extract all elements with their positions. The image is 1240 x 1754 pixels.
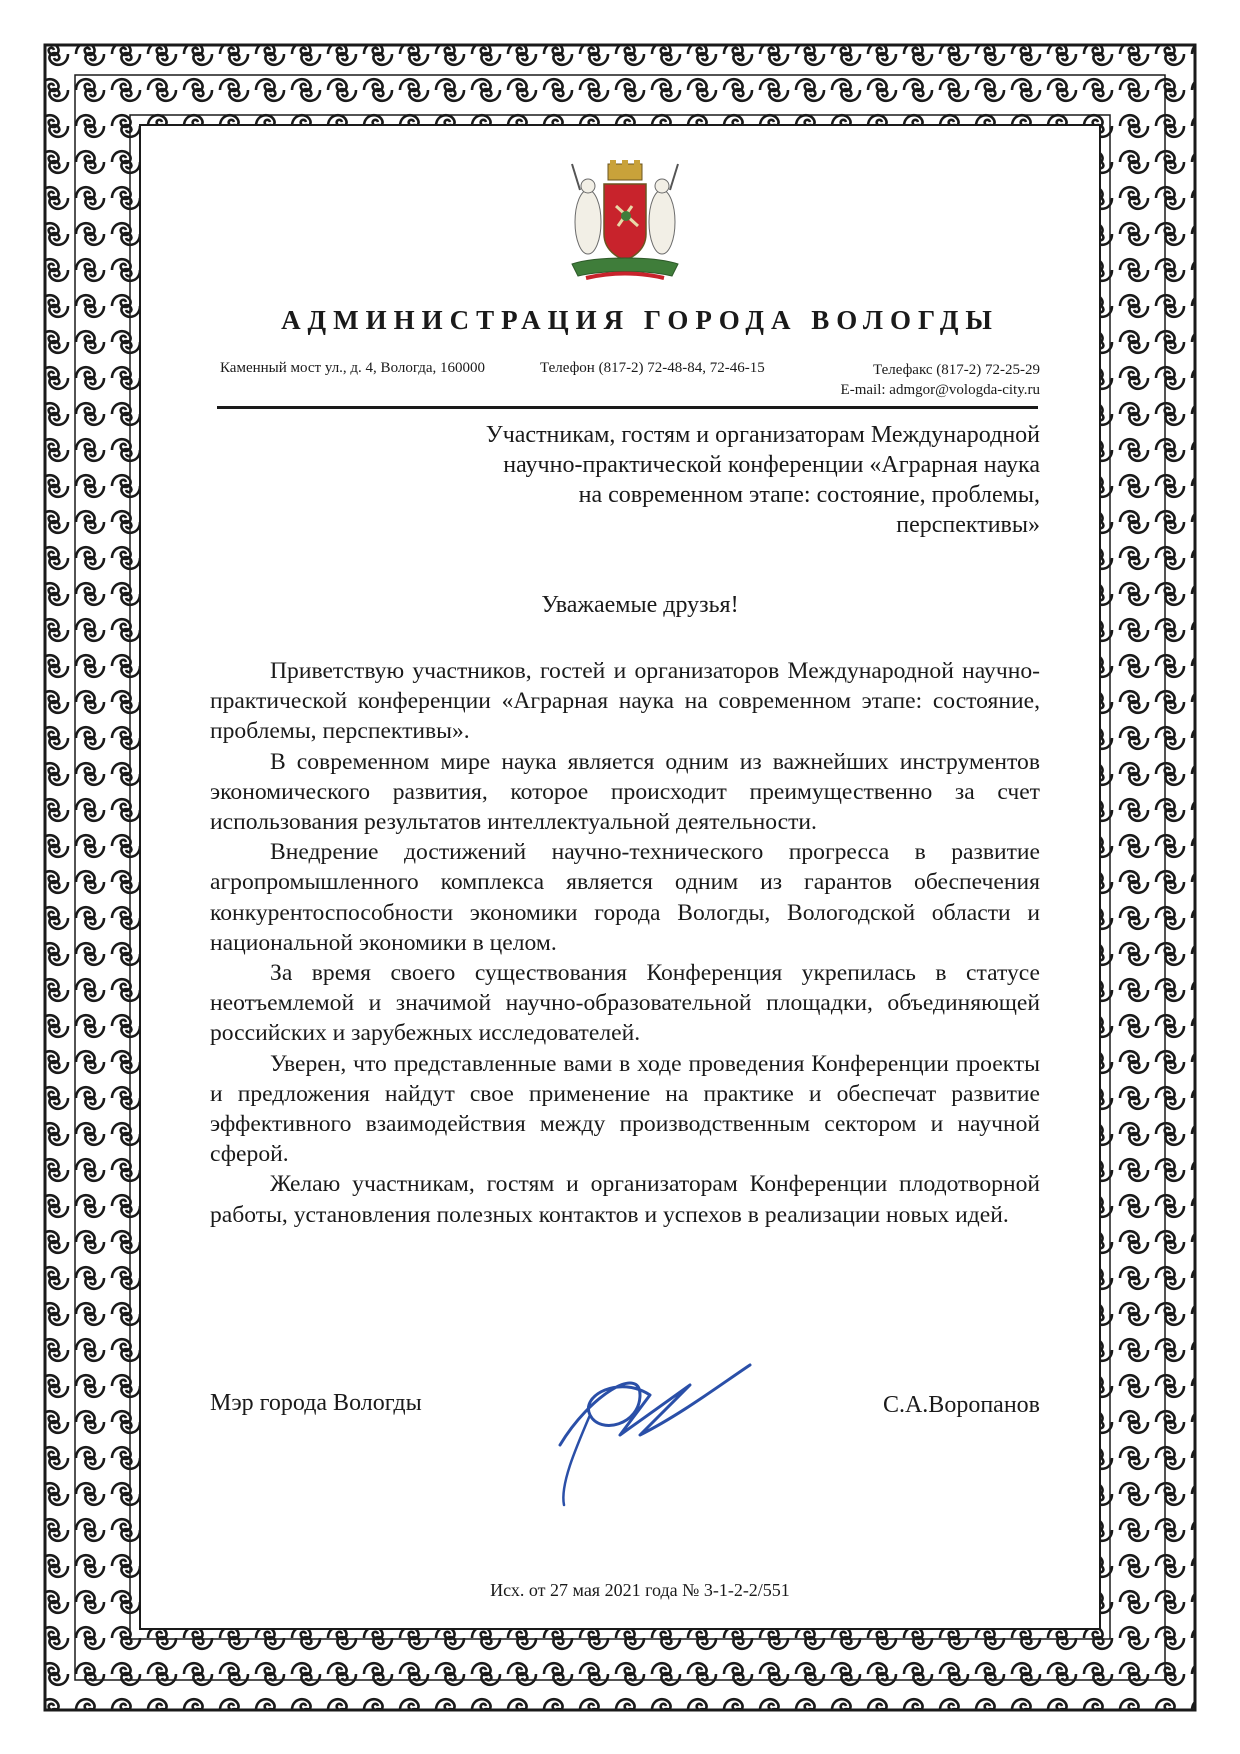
contact-block bbox=[220, 360, 1040, 405]
body-paragraph: Внедрение достижений научно-технического прогресса в развитие агропромышленного комплекса является одним из гарантов обеспечения конкурентоспособности экономики города Вологды, Вологодской области и национальной экономики в целом. bbox=[210, 839, 1040, 956]
body-paragraph: В современном мире наука является одним из важнейших инструментов экономического развития, которое происходит преимущественно за счет использования результатов интеллектуальной деятельности. bbox=[210, 748, 1040, 836]
salutation: Уважаемые друзья! bbox=[541, 592, 739, 618]
signatory-name: С.А.Воропанов bbox=[882, 1392, 1040, 1418]
handwritten-signature bbox=[520, 1325, 780, 1510]
addressee-line: научно-практической конференции «Аграрная наука bbox=[503, 452, 1040, 478]
body-paragraph: Уверен, что представленные вами в ходе проведения Конференции проекты и предложения найдут свое применение на практике и обеспечат развитие эффективного взаимодействия между производственным сектором и научной сферой. bbox=[210, 1050, 1040, 1168]
body-paragraph: Приветствую участников, гостей и организаторов Международной научно-практической конференции «Аграрная наука на современном этапе: состояние, проблемы, перспективы». bbox=[210, 658, 1040, 745]
addressee-line: Участникам, гостям и организаторам Международной bbox=[485, 422, 1040, 448]
signatory-title: Мэр города Вологды bbox=[210, 1390, 422, 1416]
email-text: E-mail: admgor@vologda-city.ru bbox=[840, 382, 1040, 398]
organization-title: АДМИНИСТРАЦИЯ ГОРОДА ВОЛОГДЫ bbox=[281, 305, 999, 335]
addressee-line: на современном этапе: состояние, проблемы, bbox=[578, 482, 1040, 508]
addressee-block bbox=[380, 420, 1040, 540]
letter-body bbox=[210, 656, 1040, 1230]
addressee-line: перспективы» bbox=[896, 512, 1040, 538]
header-divider bbox=[217, 406, 1038, 409]
outgoing-reference: Исх. от 27 мая 2021 года № 3-1-2-2/551 bbox=[490, 1580, 790, 1600]
phone-text: Телефон (817-2) 72-48-84, 72-46-15 bbox=[540, 360, 765, 376]
city-coat-of-arms-icon bbox=[566, 160, 684, 288]
body-paragraph: За время своего существования Конференция укрепилась в статусе неотъемлемой и значимой научно-образовательной площадки, объединяющей российских и зарубежных исследователей. bbox=[210, 960, 1040, 1047]
body-paragraph: Желаю участникам, гостям и организаторам Конференции плодотворной работы, установления полезных контактов и успехов в реализации новых идей. bbox=[210, 1171, 1040, 1228]
address-text: Каменный мост ул., д. 4, Вологда, 160000 bbox=[220, 360, 486, 376]
fax-text: Телефакс (817-2) 72-25-29 bbox=[873, 362, 1040, 378]
